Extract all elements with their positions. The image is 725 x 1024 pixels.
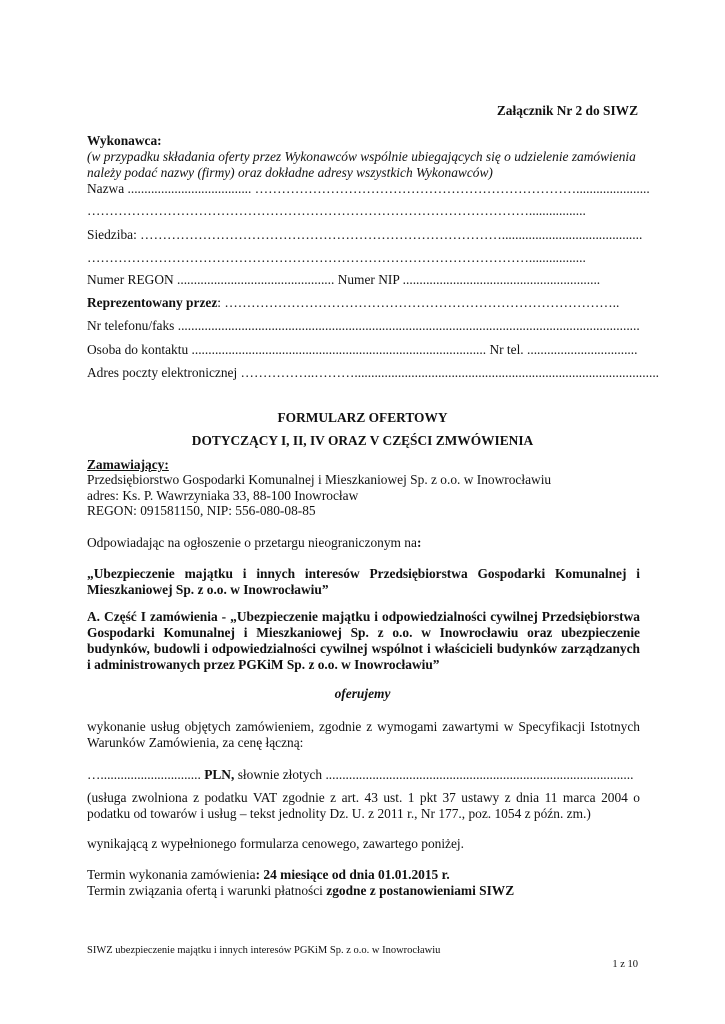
orderer-heading: Zamawiający: [87,457,169,472]
representative-label: Reprezentowany przez [87,295,218,310]
attachment-label: Załącznik Nr 2 do SIWZ [496,103,638,118]
representative-line [87,295,619,311]
vat-line2: podatku od towarów i usług – tekst jednolity Dz. U. z 2011 r., Nr 177., poz. 1054 z późn. zm.) [87,806,591,821]
seat-field-line2: ………………………………………………………………………………………................. [87,250,586,265]
contractor-heading: Wykonawca: [87,133,162,148]
intro-text: Odpowiadając na ogłoszenie o przetargu nieograniczonym na [87,535,417,550]
contact-person-line: Osoba do kontaktu ........................................................................................ Nr tel. ................................. [87,342,638,357]
binding-label: Termin związania ofertą i warunki płatności [87,883,323,898]
price-dots: ….............................. [87,767,201,782]
page-number: 1 z 10 [612,959,638,970]
form-title: FORMULARZ OFERTOWY [277,410,448,425]
binding-value: zgodne z postanowieniami SIWZ [326,883,515,898]
price-currency: PLN, [204,767,235,782]
contractor-note-line2: należy podać nazwy (firmy) oraz dokładne adresy wszystkich Wykonawców) [87,165,493,180]
vat-line1: (usługa zwolniona z podatku VAT zgodnie z art. 43 ust. 1 pkt 37 ustawy z dnia 11 marca 2004 o [87,790,640,805]
service-line1: wykonanie usług objętych zamówieniem, zgodnie z wymogami zawartymi w Specyfikacji Istotnych [87,719,640,734]
deadline-value: : 24 miesiące od dnia 01.01.2015 r. [255,867,450,882]
tender-title-line1: „Ubezpieczenie majątku i innych interesów Przedsiębiorstwa Gospodarki Komunalnej i [87,566,640,581]
contractor-note-line1: (w przypadku składania oferty przez Wykonawców wspólnie ubiegających się o udzielenie zamówienia [87,149,636,164]
orderer-regon-nip: REGON: 091581150, NIP: 556-080-08-85 [87,503,316,518]
phone-fax-line: Nr telefonu/faks .......................................................................................................................................... [87,318,640,333]
orderer-name: Przedsiębiorstwo Gospodarki Komunalnej i Mieszkaniowej Sp. z o.o. w Inowrocławiu [87,472,552,487]
part-a-line4: i administrowanych przez PGKiM Sp. z o.o. w Inowrocławiu” [87,657,440,672]
service-line2: Warunków Zamówienia, za cenę łączną: [87,735,304,750]
name-field-line2: ………………………………………………………………………………………................. [87,203,586,218]
tender-title-line2: Mieszkaniowej Sp. z o.o. w Inowrocławiu” [87,582,329,597]
intro-line [87,535,421,551]
orderer-address: adres: Ks. P. Wawrzyniaka 33, 88-100 Inowrocław [87,488,359,503]
binding-line [87,883,514,899]
price-in-words: słownie złotych ............................................................................................ [237,767,634,782]
deadline-label: Termin wykonania zamówienia [87,867,256,882]
representative-field: : …………………………………………………………………………….. [217,295,620,310]
footer-text: SIWZ ubezpieczenie majątku i innych interesów PGKiM Sp. z o.o. w Inowrocławiu [87,945,441,956]
email-line: Adres poczty elektronicznej ……………..………........................................................................................... [87,365,660,380]
deadline-line [87,867,450,883]
intro-colon: : [416,535,422,550]
offer-word: oferujemy [334,686,391,701]
resulting-line: wynikającą z wypełnionego formularza cenowego, zawartego poniżej. [87,836,465,851]
regon-nip-line: Numer REGON ............................................... Numer NIP ........................................................... [87,272,601,287]
seat-field-line: Siedziba: ……………………………………………………………………….......................................... [87,227,643,242]
price-line [87,767,633,783]
part-a-line2: Gospodarki Komunalnej i Mieszkaniowej Sp. z o.o. w Inowrocławiu oraz ubezpieczenie [87,625,640,640]
form-subtitle: DOTYCZĄCY I, II, IV ORAZ V CZĘŚCI ZMWÓWIENIA [191,433,534,448]
name-field-line: Nazwa ..................................... ………………………………………………………………...................... [87,181,650,196]
part-a-line1: A. Część I zamówienia - „Ubezpieczenie majątku i odpowiedzialności cywilnej Przedsiębiorstwa [87,609,640,624]
part-a-line3: budynków, budowli i odpowiedzialności cywilnej wspólnot i właścicieli budynków zarządzanych [87,641,640,656]
